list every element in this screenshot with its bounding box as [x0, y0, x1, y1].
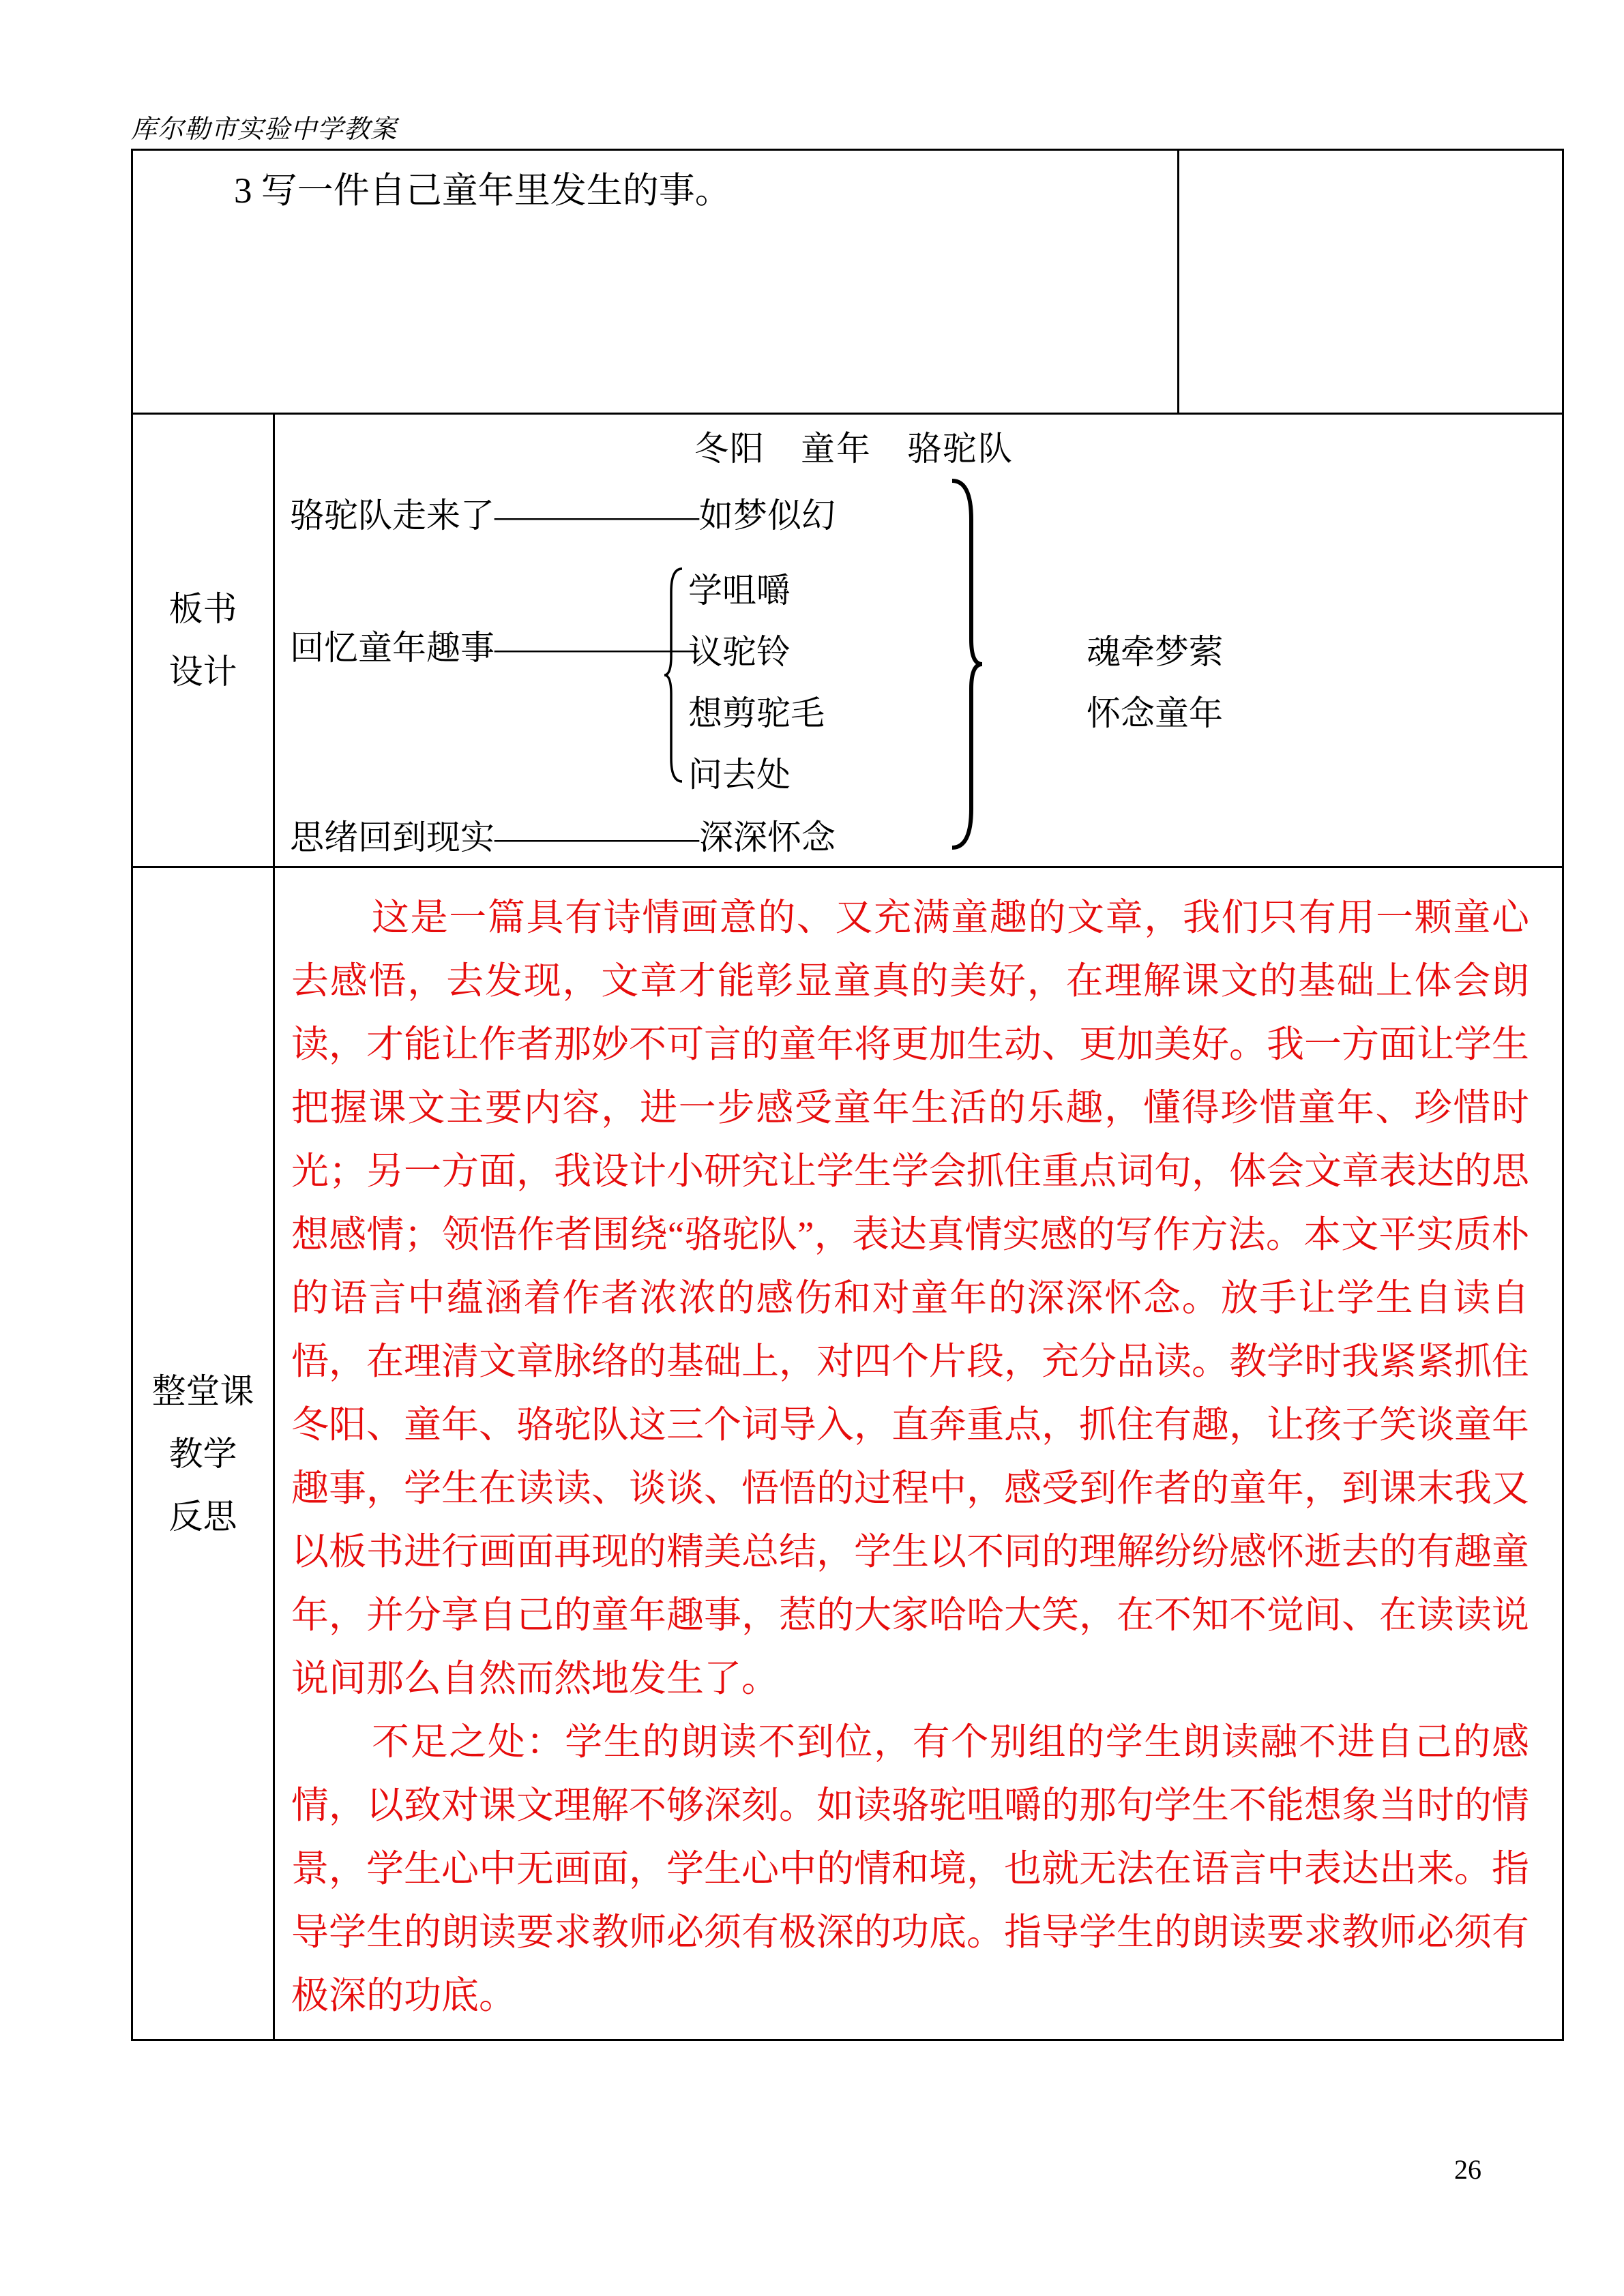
board-summary-line: 魂牵梦萦: [1087, 633, 1223, 671]
board-design-content-cell: [274, 414, 1563, 867]
reflection-row: [132, 867, 1563, 2040]
page-number: 26: [1454, 2154, 1481, 2185]
board-design-row: [132, 414, 1563, 867]
board-design-label-line: 板书: [168, 590, 237, 628]
reflection-label-line: 反思: [168, 1497, 237, 1536]
reflection-label-line: 整堂课: [151, 1371, 254, 1410]
reflection-paragraph-2: 不足之处：学生的朗读不到位，有个别组的学生朗读融不进自己的感情，以致对课文理解不够深刻。如读骆驼咀嚼的那句学生不能想象当时的情景，学生心中无画面，学生心中的情和境，也就无法在语言中表达出来。指导学生的朗读要求教师必须有极深的功底。指导学生的朗读要求教师必须有极深的功底。: [291, 1721, 1530, 2016]
board-memory-item: 想剪驼毛: [688, 694, 825, 732]
board-summary-line: 怀念童年: [1087, 694, 1223, 732]
side-note-cell: [1179, 150, 1563, 414]
document-header: 库尔勒市实验中学教案: [131, 115, 398, 144]
board-memory-item: 问去处: [688, 756, 791, 794]
curly-brace-left-icon: [662, 566, 685, 793]
board-design-label-line: 设计: [168, 653, 237, 691]
board-line-back-to-reality: 思绪回到现实——————深深怀念: [290, 818, 836, 856]
board-line-camels-arrive: 骆驼队走来了——————如梦似幻: [290, 496, 836, 535]
curly-brace-right-icon: [947, 477, 986, 860]
reflection-label-line: 教学: [168, 1434, 237, 1473]
board-title: 冬阳 童年 骆驼队: [694, 430, 1014, 468]
board-memory-item: 议驼铃: [688, 633, 791, 671]
board-line-recall: 回忆童年趣事——————: [290, 629, 699, 667]
lesson-plan-table: [131, 149, 1564, 2041]
homework-text: 3 写一件自己童年里发生的事。: [234, 171, 731, 211]
homework-cell: [132, 150, 1179, 414]
homework-row: [132, 150, 1563, 414]
board-memory-item: 学咀嚼: [688, 571, 791, 610]
reflection-paragraph-1: 这是一篇具有诗情画意的、又充满童趣的文章，我们只有用一颗童心去感悟，去发现，文章才能彰显童真的美好，在理解课文的基础上体会朗读，才能让作者那妙不可言的童年将更加生动、更加美好。我一方面让学生把握课文主要内容，进一步感受童年生活的乐趣，懂得珍惜童年、珍惜时光；另一方面，我设计小研究让学生学会抓住重点词句，体会文章表达的思想感情；领悟作者围绕“骆驼队”，表达真情实感的写作方法。本文平实质朴的语言中蕴涵着作者浓浓的感伤和对童年的深深怀念。放手让学生自读自悟，在理清文章脉络的基础上，对四个片段，充分品读。教学时我紧紧抓住冬阳、童年、骆驼队这三个词导入，直奔重点，抓住有趣，让孩子笑谈童年趣事，学生在读读、谈谈、悟悟的过程中，感受到作者的童年，到课末我又以板书进行画面再现的精美总结，学生以不同的理解纷纷感怀逝去的有趣童年，并分享自己的童年趣事，惹的大家哈哈大笑，在不知不觉间、在读读说说间那么自然而然地发生了。: [291, 897, 1530, 1699]
reflection-content-cell: [274, 867, 1563, 2040]
board-design-label-cell: [132, 414, 274, 867]
reflection-label-cell: [132, 867, 274, 2040]
